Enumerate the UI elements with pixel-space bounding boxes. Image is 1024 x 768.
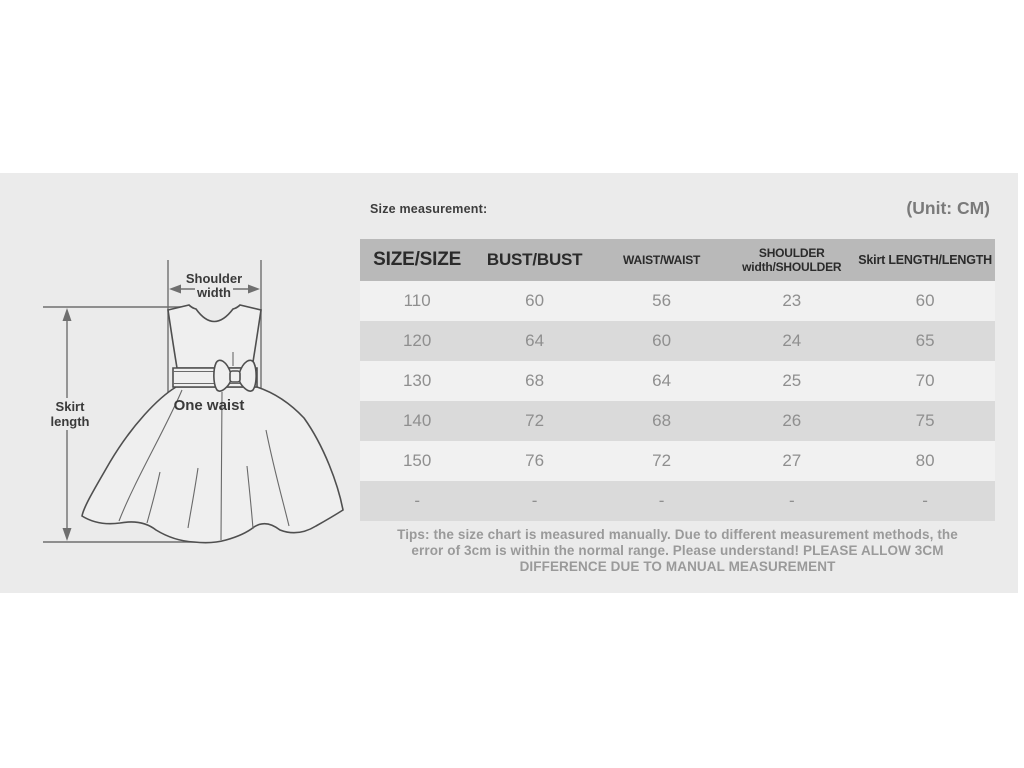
shoulder-width-label: width: [197, 285, 231, 300]
table-row: [360, 321, 995, 361]
table-cell: 64: [595, 361, 728, 401]
table-cell: -: [360, 481, 474, 521]
arrow-up-icon: [63, 308, 72, 321]
table-row: [360, 481, 995, 521]
table-header-row: [360, 239, 995, 281]
column-header-shoulder: SHOULDER width/SHOULDER: [728, 239, 855, 281]
table-cell: -: [855, 481, 995, 521]
table-cell: 140: [360, 401, 474, 441]
shoulder-width-label: Shoulder: [185, 271, 243, 286]
tips-line: Tips: the size chart is measured manually. Due to different measurement methods, the: [397, 527, 958, 542]
size-table: [360, 239, 995, 521]
table-cell: 56: [595, 281, 728, 321]
table-cell: 24: [728, 321, 855, 361]
arrow-down-icon: [63, 528, 72, 541]
size-table-body: [360, 281, 995, 521]
table-cell: 65: [855, 321, 995, 361]
table-cell: 64: [474, 321, 595, 361]
table-cell: 60: [474, 281, 595, 321]
column-header-bust: BUST/BUST: [474, 239, 595, 281]
table-cell: 76: [474, 441, 595, 481]
table-cell: 75: [855, 401, 995, 441]
table-cell: 72: [595, 441, 728, 481]
table-cell: 26: [728, 401, 855, 441]
skirt-length-label: length: [50, 414, 90, 429]
table-row: [360, 441, 995, 481]
column-header-skirt-length: Skirt LENGTH/LENGTH: [855, 239, 995, 281]
column-header-waist: WAIST/WAIST: [595, 239, 728, 281]
bow-knot: [230, 371, 240, 382]
table-cell: 120: [360, 321, 474, 361]
table-cell: 60: [595, 321, 728, 361]
table-row: [360, 281, 995, 321]
size-measurement-label: Size measurement:: [370, 202, 488, 216]
table-cell: 80: [855, 441, 995, 481]
unit-label: (Unit: CM): [906, 198, 990, 218]
arrow-left-icon: [169, 285, 181, 294]
table-cell: 70: [855, 361, 995, 401]
table-cell: -: [728, 481, 855, 521]
table-cell: 72: [474, 401, 595, 441]
one-waist-label: One waist: [173, 397, 245, 414]
table-cell: 25: [728, 361, 855, 401]
dress-bodice: [168, 305, 261, 368]
tips-line: DIFFERENCE DUE TO MANUAL MEASUREMENT: [519, 559, 836, 574]
skirt-length-label: Skirt: [55, 399, 85, 414]
arrow-right-icon: [248, 285, 260, 294]
table-cell: 60: [855, 281, 995, 321]
table-cell: 150: [360, 441, 474, 481]
table-cell: 130: [360, 361, 474, 401]
column-header-size: SIZE/SIZE: [360, 239, 474, 281]
table-cell: -: [595, 481, 728, 521]
tips-line: error of 3cm is within the normal range. Please understand! PLEASE ALLOW 3CM: [411, 543, 944, 558]
table-cell: 23: [728, 281, 855, 321]
table-cell: 27: [728, 441, 855, 481]
table-row: [360, 401, 995, 441]
table-cell: 68: [474, 361, 595, 401]
dress-measurement-diagram: [0, 0, 380, 600]
table-cell: 110: [360, 281, 474, 321]
table-row: [360, 361, 995, 401]
table-cell: -: [474, 481, 595, 521]
table-cell: 68: [595, 401, 728, 441]
tips-text: [360, 527, 995, 575]
